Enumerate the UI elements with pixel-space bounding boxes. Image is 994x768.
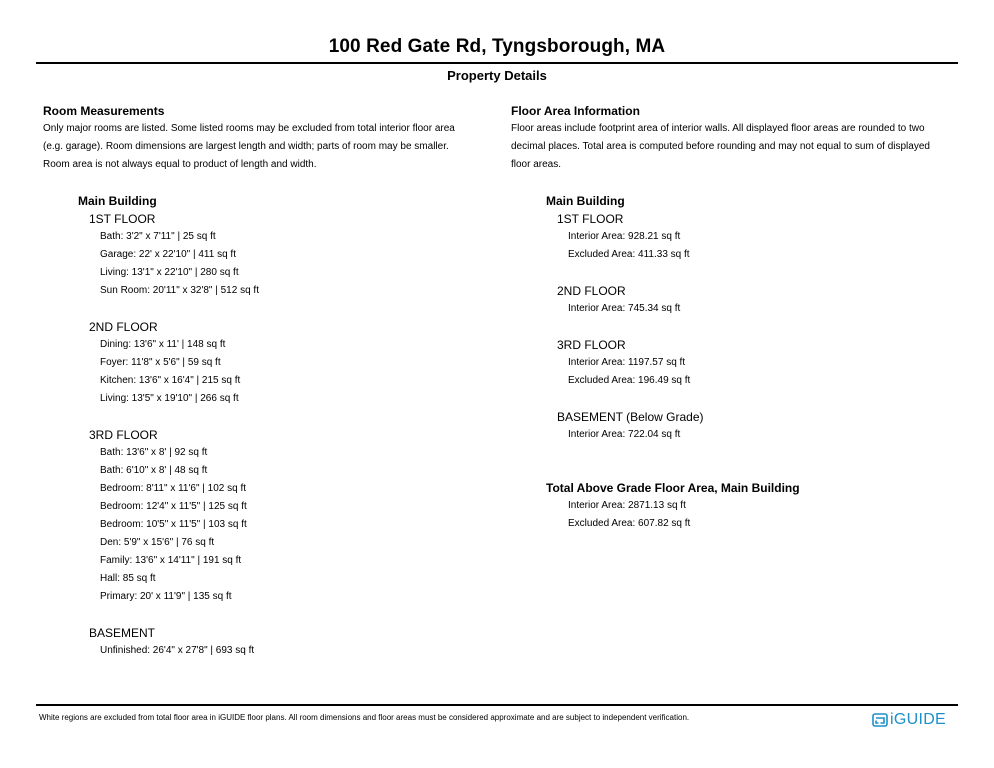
floor-name: 2ND FLOOR (89, 320, 158, 334)
room-row: Living: 13'1" x 22'10" | 280 sq ft (100, 267, 239, 278)
total-row: Excluded Area: 607.82 sq ft (568, 518, 691, 529)
room-row: Bedroom: 10'5" x 11'5" | 103 sq ft (100, 519, 247, 530)
room-measurements-section (43, 103, 493, 660)
floor-area-section (511, 103, 963, 533)
room-row: Kitchen: 13'6" x 16'4" | 215 sq ft (100, 375, 241, 386)
room-row: Living: 13'5" x 19'10" | 266 sq ft (100, 393, 239, 404)
footer-divider (36, 704, 958, 706)
area-floor-2nd (557, 282, 963, 318)
area-floor-1st (557, 210, 963, 264)
note-line: Room area is not always equal to product of length and width. (43, 159, 317, 170)
total-row: Interior Area: 2871.13 sq ft (568, 500, 686, 511)
totals-rows (557, 497, 963, 533)
room-row: Bedroom: 8'11" x 11'6" | 102 sq ft (100, 483, 247, 494)
totals-title: Total Above Grade Floor Area, Main Building (546, 481, 800, 495)
room-row: Den: 5'9" x 15'6" | 76 sq ft (100, 537, 215, 548)
building-title: Main Building (546, 194, 625, 208)
note-line: decimal places. Total area is computed before rounding and may not equal to sum of displayed (511, 141, 930, 152)
area-row: Interior Area: 928.21 sq ft (568, 231, 681, 242)
room-measurements-heading: Room Measurements (43, 104, 165, 118)
area-building-block (546, 192, 963, 533)
floor-name: 2ND FLOOR (557, 284, 626, 298)
floor-area-heading: Floor Area Information (511, 104, 640, 118)
area-floor-basement (557, 408, 963, 444)
floor-name: 3RD FLOOR (89, 428, 158, 442)
floor-name: BASEMENT (Below Grade) (557, 410, 704, 424)
room-building-block (78, 192, 493, 660)
area-row: Interior Area: 722.04 sq ft (568, 429, 681, 440)
title-divider (36, 62, 958, 64)
room-row: Bedroom: 12'4" x 11'5" | 125 sq ft (100, 501, 247, 512)
iguide-logo (872, 710, 946, 730)
footer-disclaimer: White regions are excluded from total floor area in iGUIDE floor plans. All room dimensions and floor areas must be considered approximate and are subject to independent verification. (39, 713, 690, 722)
floor-3rd (89, 426, 493, 606)
floor-basement (89, 624, 493, 660)
room-row: Unfinished: 26'4" x 27'8" | 693 sq ft (100, 645, 255, 656)
logo-text: iGUIDE (890, 711, 947, 728)
room-row: Garage: 22' x 22'10" | 411 sq ft (100, 249, 236, 260)
room-row: Foyer: 11'8" x 5'6" | 59 sq ft (100, 357, 221, 368)
note-line: (e.g. garage). Room dimensions are largest length and width; parts of room may be smaller. (43, 141, 449, 152)
room-row: Family: 13'6" x 14'11" | 191 sq ft (100, 555, 242, 566)
room-row: Hall: 85 sq ft (100, 573, 156, 584)
room-row: Bath: 13'6" x 8' | 92 sq ft (100, 447, 208, 458)
floor-name: 1ST FLOOR (557, 212, 624, 226)
room-row: Bath: 3'2" x 7'11" | 25 sq ft (100, 231, 216, 242)
iguide-logo-icon (872, 712, 888, 728)
note-line: Only major rooms are listed. Some listed rooms may be excluded from total interior floor area (43, 123, 455, 134)
floor-name: 3RD FLOOR (557, 338, 626, 352)
floor-name: BASEMENT (89, 626, 156, 640)
area-row: Excluded Area: 411.33 sq ft (568, 249, 690, 260)
page-title: 100 Red Gate Rd, Tyngsborough, MA (328, 36, 666, 57)
floor-1st (89, 210, 493, 300)
area-row: Interior Area: 745.34 sq ft (568, 303, 681, 314)
room-row: Dining: 13'6" x 11' | 148 sq ft (100, 339, 226, 350)
total-above-grade-block (546, 479, 963, 533)
area-row: Interior Area: 1197.57 sq ft (568, 357, 686, 368)
room-row: Sun Room: 20'11" x 32'8" | 512 sq ft (100, 285, 259, 296)
room-row: Bath: 6'10" x 8' | 48 sq ft (100, 465, 208, 476)
note-line: Floor areas include footprint area of interior walls. All displayed floor areas are rounded to two (511, 123, 925, 134)
building-title: Main Building (78, 194, 157, 208)
note-line: floor areas. (511, 159, 562, 170)
floor-2nd (89, 318, 493, 408)
floor-area-note (511, 120, 963, 174)
room-measurements-note (43, 120, 493, 174)
floor-name: 1ST FLOOR (89, 212, 156, 226)
area-row: Excluded Area: 196.49 sq ft (568, 375, 691, 386)
area-floor-3rd (557, 336, 963, 390)
room-row: Primary: 20' x 11'9" | 135 sq ft (100, 591, 232, 602)
page-subtitle: Property Details (447, 68, 547, 83)
